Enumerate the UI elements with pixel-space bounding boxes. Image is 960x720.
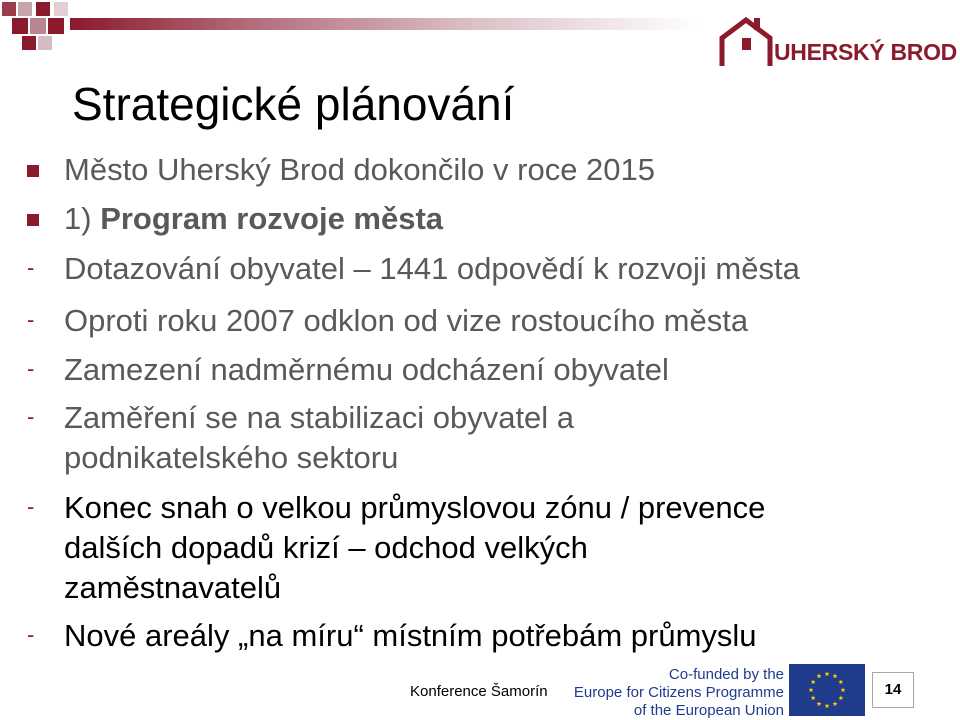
cofunded-line: Co-funded by the [668,666,784,683]
list-item-text-line: zaměstnavatelů [64,570,282,605]
bullet-dash: - [27,622,35,647]
list-item-text: Oproti roku 2007 odklon od vize rostoucího města [64,303,749,338]
eu-flag-icon [789,664,865,716]
list-item-text: Město Uherský Brod dokončilo v roce 2015 [64,152,656,187]
list-item-text: Dotazování obyvatel – 1441 odpovědí k rozvoji města [64,251,800,286]
cofunded-line: of the European Union [633,702,784,719]
list-item-text: Nové areály „na míru“ místním potřebám průmyslu [64,618,757,653]
header-band [70,18,700,30]
bullet-dash: - [27,255,35,280]
list-item-text-line: podnikatelského sektoru [64,440,399,475]
corner-decoration [0,0,70,60]
cofunded-line: Europe for Citizens Programme [573,684,784,701]
cofunded-text [572,666,784,720]
bullet-dash: - [27,307,35,332]
bullet-dash: - [27,356,35,381]
bullet-square-icon [27,214,39,226]
conference-label: Konference Šamorín [410,683,548,700]
list-item-text-line: Konec snah o velkou průmyslovou zónu / prevence [64,490,766,525]
list-item-text: Zamezení nadměrnému odcházení obyvatel [64,352,669,387]
program-heading: Program rozvoje města [100,201,444,236]
list-item-prefix: 1) [64,201,101,236]
slide-title: Strategické plánování [72,78,515,130]
bullet-dash: - [27,494,35,519]
list-item-text-line: Zaměření se na stabilizaci obyvatel a [64,400,575,435]
list-item-text [64,199,443,239]
page-number: 14 [872,672,914,708]
bullet-square-icon [27,165,39,177]
list-item-text-line: dalších dopadů krizí – odchod velkých [64,530,588,565]
logo-text: UHERSKÝ BROD [774,39,957,65]
bullet-dash: - [27,404,35,429]
